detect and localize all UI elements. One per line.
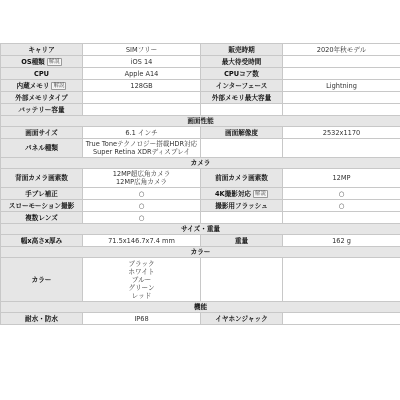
section-row (1, 224, 400, 235)
label-os-text: OS種類 (21, 57, 45, 66)
section-header-display: 画面性能 (1, 116, 400, 127)
empty-cell (283, 139, 400, 158)
label-cpu: CPU (1, 68, 83, 80)
spec-row (1, 258, 400, 302)
value-rear-camera (83, 169, 201, 188)
value-cpu-cores (283, 68, 400, 80)
spec-row (1, 139, 400, 158)
spec-row (1, 104, 400, 116)
label-ext-memory-type: 外部メモリタイプ (1, 92, 83, 104)
section-header-features: 機能 (1, 302, 400, 313)
spec-row (1, 169, 400, 188)
empty-cell (283, 212, 400, 224)
value-memory: 128GB (83, 80, 201, 92)
value-multi-lens: ○ (83, 212, 201, 224)
label-battery: バッテリー容量 (1, 104, 83, 116)
explain-badge[interactable]: 解説 (255, 190, 267, 197)
label-color: カラー (1, 258, 83, 302)
value-release: 2020年秋モデル (283, 44, 400, 56)
rear-camera-line: 12MP超広角カメラ (112, 170, 171, 178)
spec-row (1, 313, 400, 325)
label-screen-size: 画面サイズ (1, 127, 83, 139)
label-cpu-cores: CPUコア数 (201, 68, 283, 80)
empty-cell (201, 139, 283, 158)
label-headphone-jack: イヤホンジャック (201, 313, 283, 325)
value-os: iOS 14 (83, 56, 201, 68)
empty-cell (201, 258, 283, 302)
section-header-camera: カメラ (1, 158, 400, 169)
value-carrier: SIMフリー (83, 44, 201, 56)
label-standby: 最大待受時間 (201, 56, 283, 68)
value-stabilization: ○ (83, 188, 201, 200)
label-rear-camera: 背面カメラ画素数 (1, 169, 83, 188)
label-carrier: キャリア (1, 44, 83, 56)
section-header-color: カラー (1, 247, 400, 258)
label-resolution: 画面解像度 (201, 127, 283, 139)
label-slow-motion: スローモーション撮影 (1, 200, 83, 212)
empty-cell (283, 258, 400, 302)
empty-cell (201, 104, 283, 116)
value-standby (283, 56, 400, 68)
label-memory (1, 80, 83, 92)
spec-row (1, 92, 400, 104)
spec-row (1, 80, 400, 92)
spec-row (1, 188, 400, 200)
value-ext-memory-type (83, 92, 201, 104)
label-dimensions: 幅x高さx厚み (1, 235, 83, 247)
spec-row (1, 127, 400, 139)
value-dimensions: 71.5x146.7x7.4 mm (83, 235, 201, 247)
color-option: ブラック (128, 259, 155, 268)
label-interface: インターフェース (201, 80, 283, 92)
label-4k-text: 4K撮影対応 (214, 189, 252, 198)
panel-line: True Toneテクノロジー搭載HDR対応 (85, 140, 198, 148)
value-headphone-jack (283, 313, 400, 325)
explain-badge[interactable]: 解説 (53, 82, 65, 89)
section-row (1, 116, 400, 127)
label-flash: 撮影用フラッシュ (201, 200, 283, 212)
section-row (1, 247, 400, 258)
label-panel: パネル種類 (1, 139, 83, 158)
value-ext-memory-max (283, 92, 400, 104)
spec-row (1, 200, 400, 212)
label-release: 販売時期 (201, 44, 283, 56)
label-stabilization: 手ブレ補正 (1, 188, 83, 200)
section-row (1, 302, 400, 313)
value-flash: ○ (283, 200, 400, 212)
panel-line: Super Retina XDRディスプレイ (92, 148, 191, 156)
label-weight: 重量 (201, 235, 283, 247)
spec-row (1, 56, 400, 68)
value-panel (83, 139, 201, 158)
value-colors (83, 258, 201, 302)
value-front-camera: 12MP (283, 169, 400, 188)
color-option: ホワイト (128, 267, 155, 276)
spec-row (1, 235, 400, 247)
color-option: レッド (131, 291, 152, 300)
value-weight: 162 g (283, 235, 400, 247)
section-row (1, 158, 400, 169)
value-4k: ○ (283, 188, 400, 200)
spec-table (0, 43, 400, 325)
label-front-camera: 前面カメラ画素数 (201, 169, 283, 188)
color-option: ブルー (131, 275, 152, 284)
value-cpu: Apple A14 (83, 68, 201, 80)
label-os (1, 56, 83, 68)
value-resolution: 2532x1170 (283, 127, 400, 139)
value-screen-size: 6.1 インチ (83, 127, 201, 139)
label-memory-text: 内蔵メモリ (16, 81, 50, 90)
value-waterproof: IP68 (83, 313, 201, 325)
value-slow-motion: ○ (83, 200, 201, 212)
label-waterproof: 耐水・防水 (1, 313, 83, 325)
label-multi-lens: 複数レンズ (1, 212, 83, 224)
rear-camera-line: 12MP広角カメラ (115, 178, 168, 186)
section-header-size: サイズ・重量 (1, 224, 400, 235)
spec-row (1, 68, 400, 80)
value-interface: Lightning (283, 80, 400, 92)
spec-row (1, 212, 400, 224)
color-option: グリーン (128, 283, 155, 292)
explain-badge[interactable]: 解説 (48, 58, 60, 65)
label-4k (201, 188, 283, 200)
label-ext-memory-max: 外部メモリ最大容量 (201, 92, 283, 104)
value-battery (83, 104, 201, 116)
empty-cell (201, 212, 283, 224)
spec-row (1, 44, 400, 56)
empty-cell (283, 104, 400, 116)
